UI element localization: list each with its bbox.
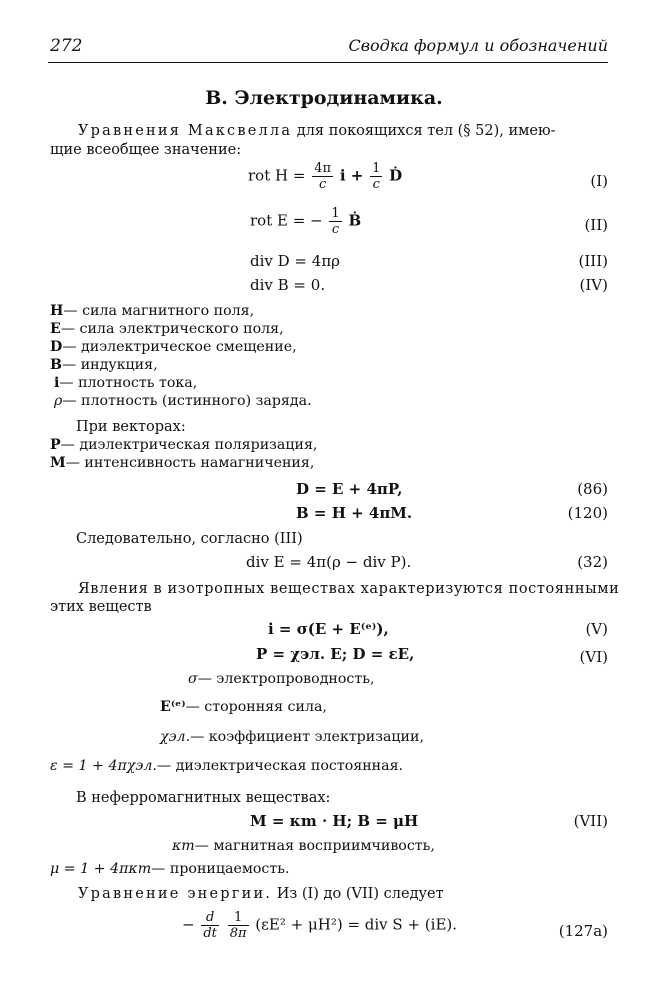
intro-spaced-text: Уравнения Максвелла: [78, 123, 293, 139]
nonferro-text: В неферромагнитных веществах:: [76, 790, 331, 806]
legend-item: H— сила магнитного поля,: [50, 303, 255, 319]
legend-item: ρ— плотность (истинного) заряда.: [54, 393, 312, 409]
eq127a-fraction-1: $\frac{d}{dt}$: [203, 910, 217, 941]
eq-V: i = σ(E + E⁽ᵉ⁾),: [268, 620, 389, 638]
eq-number-120: (120): [567, 504, 608, 522]
intro-rest-text: для покоящихся тел (§ 52), имею-: [296, 123, 556, 139]
eq127a-minus: −: [182, 915, 195, 934]
constant-item: σ— электропроводность,: [188, 671, 375, 687]
vector-item: M— интенсивность намагничения,: [50, 455, 315, 471]
eq1-fraction-2: $\frac{1}{c}$: [372, 161, 381, 192]
eq-number-127a: (127a): [558, 922, 608, 940]
eq127a-rest: (εE² + μH²) = div S + (iE).: [255, 915, 458, 934]
isotropic-line-2: этих веществ: [50, 599, 152, 615]
constant-item: E⁽ᵉ⁾— сторонняя сила,: [160, 699, 327, 715]
nonferro-def: μ = 1 + 4πκm— проницаемость.: [50, 861, 290, 877]
isotropic-line-1: Явления в изотропных веществах характеризуются постоянными: [78, 581, 620, 597]
legend-item: D— диэлектрическое смещение,: [50, 339, 297, 355]
maxwell-eq-1: [248, 161, 402, 192]
eq-127a: [182, 910, 457, 941]
energy-line: [78, 885, 444, 904]
eq-number-II: (II): [584, 216, 608, 234]
eq-VI: P = χэл. E; D = εE,: [256, 645, 415, 663]
intro-line-1: [78, 122, 556, 141]
eq-number-VI: (VI): [579, 648, 608, 666]
eq-number-III: (III): [578, 252, 608, 270]
vector-item: P— диэлектрическая поляризация,: [50, 437, 318, 453]
eq-32: div E = 4π(ρ − div P).: [246, 553, 412, 571]
section-title: B. Электродинамика.: [205, 87, 443, 109]
constant-item: ε = 1 + 4πχэл.— диэлектрическая постоянная.: [50, 758, 404, 774]
legend-item: E— сила электрического поля,: [50, 321, 284, 337]
eq1-fraction-1: $\frac{4\pi}{c}$: [314, 161, 332, 192]
energy-rest-text: Из (I) до (VII) следует: [276, 886, 444, 902]
header-rule: [48, 62, 608, 63]
running-title: Сводка формул и обозначений: [348, 36, 608, 55]
eq1-mid: i +: [339, 166, 364, 185]
maxwell-eq-2: [250, 206, 361, 237]
eq2-end: Ḃ: [348, 211, 362, 230]
page-number: 272: [50, 36, 83, 56]
eq2-lhs: rot E = −: [250, 211, 323, 230]
maxwell-eq-4: div B = 0.: [250, 276, 326, 294]
eq-86: D = E + 4πP,: [296, 480, 403, 498]
eq-number-86: (86): [577, 480, 608, 498]
intro-line-2: щие всеобщее значение:: [50, 142, 242, 158]
energy-spaced-text: Уравнение энергии.: [78, 886, 273, 902]
eq127a-fraction-2: $\frac{1}{8\pi}$: [229, 910, 247, 941]
eq-number-I: (I): [590, 172, 608, 190]
legend-item: B— индукция,: [50, 357, 158, 373]
eq-number-IV: (IV): [579, 276, 608, 294]
nonferro-def: κm— магнитная восприимчивость,: [172, 838, 435, 854]
eq1-end: Ḋ: [389, 166, 403, 185]
eq-number-VII: (VII): [573, 812, 608, 830]
eq-VII: M = κm · H; B = μH: [250, 812, 419, 830]
legend-item: i— плотность тока,: [54, 375, 198, 391]
eq2-fraction: $\frac{1}{c}$: [331, 206, 340, 237]
eq-120: B = H + 4πM.: [296, 504, 413, 522]
vectors-intro: При векторах:: [76, 419, 186, 435]
eq-number-V: (V): [585, 620, 608, 638]
eq-number-32: (32): [577, 553, 608, 571]
consequence-text: Следовательно, согласно (III): [76, 531, 303, 547]
maxwell-eq-3: div D = 4πρ: [250, 252, 340, 270]
eq1-lhs: rot H =: [248, 166, 306, 185]
constant-item: χэл.— коэффициент электризации,: [160, 729, 424, 745]
